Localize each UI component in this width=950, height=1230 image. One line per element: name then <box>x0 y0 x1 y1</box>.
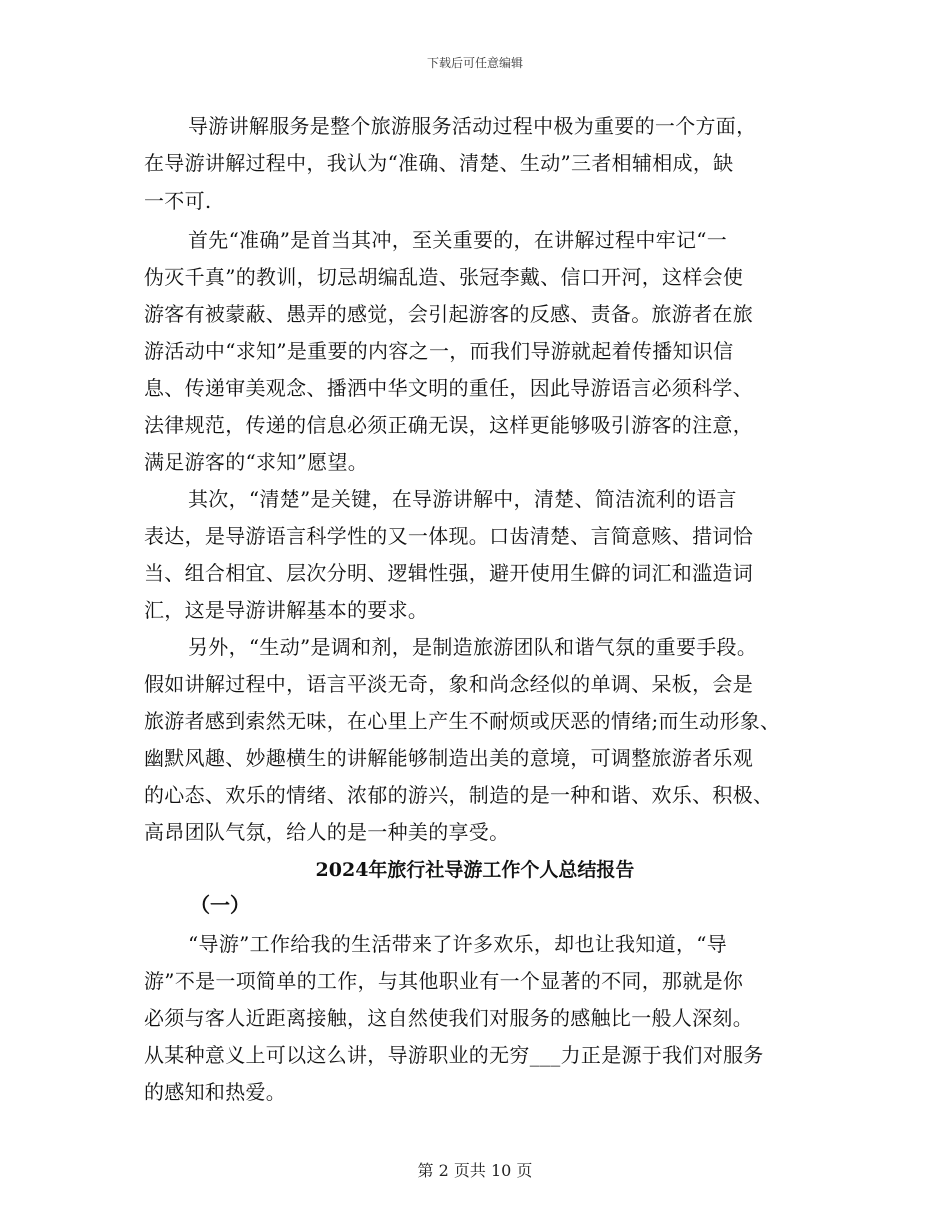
paragraph-4-line-5: 的心态、欢乐的情绪、浓郁的游兴，制造的是一种和谐、欢乐、积极、 <box>144 783 774 807</box>
paragraph-4-line-4: 幽默风趣、妙趣横生的讲解能够制造出美的意境，可调整旅游者乐观 <box>144 746 753 770</box>
paragraph-3-line-2: 表达，是导游语言科学性的又一体现。口齿清楚、言简意赅、措词恰 <box>144 524 753 548</box>
section-paragraph-line-3: 必须与客人近距离接触，这自然使我们对服务的感触比一般人深刻。 <box>144 1006 753 1030</box>
section-paragraph-line-2: 游”不是一项简单的工作，与其他职业有一个显著的不同，那就是你 <box>144 969 744 993</box>
section-title: 2024年旅行社导游工作个人总结报告 <box>315 859 635 881</box>
paragraph-3-line-3: 当、组合相宜、层次分明、逻辑性强，避开使用生僻的词汇和滥造词 <box>144 561 753 585</box>
paragraph-4-line-2: 假如讲解过程中，语言平淡无奇，象和尚念经似的单调、呆板，会是 <box>144 672 753 696</box>
paragraph-2-line-5: 息、传递审美观念、播洒中华文明的重任，因此导游语言必须科学、 <box>144 376 753 400</box>
section-paragraph-line-1: “导游”工作给我的生活带来了许多欢乐，却也让我知道，“导 <box>188 932 728 956</box>
paragraph-2-line-4: 游活动中“求知”是重要的内容之一，而我们导游就起着传播知识信 <box>144 339 734 363</box>
paragraph-3-line-1: 其次，“清楚”是关键，在导游讲解中，清楚、简洁流利的语言 <box>188 487 737 511</box>
paragraph-2-line-6: 法律规范，传递的信息必须正确无误，这样更能够吸引游客的注意， <box>144 413 753 437</box>
paragraph-1-line-2: 在导游讲解过程中，我认为“准确、清楚、生动”三者相辅相成，缺 <box>144 151 734 175</box>
paragraph-2-line-1: 首先“准确”是首当其冲，至关重要的，在讲解过程中牢记“一 <box>188 228 728 252</box>
paragraph-4-line-6: 高昂团队气氛，给人的是一种美的享受。 <box>144 820 510 844</box>
paragraph-3-line-4: 汇，这是导游讲解基本的要求。 <box>144 598 429 622</box>
paragraph-1-line-1: 导游讲解服务是整个旅游服务活动过程中极为重要的一个方面， <box>188 114 757 138</box>
paragraph-2-line-7: 满足游客的“求知”愿望。 <box>144 450 369 474</box>
page-footer: 第 2 页共 10 页 <box>417 1161 533 1180</box>
page-header: 下载后可任意编辑 <box>426 56 523 70</box>
paragraph-4-line-1: 另外，“生动”是调和剂，是制造旅游团队和谐气氛的重要手段。 <box>188 635 758 659</box>
section-paragraph-line-4: 从某种意义上可以这么讲，导游职业的无穷___力正是源于我们对服务 <box>144 1043 764 1067</box>
section-subtitle: （一） <box>190 893 250 917</box>
section-paragraph-line-5: 的感知和热爱。 <box>144 1080 287 1104</box>
paragraph-4-line-3: 旅游者感到索然无味，在心里上产生不耐烦或厌恶的情绪;而生动形象、 <box>144 709 781 733</box>
paragraph-2-line-2: 伪灭千真”的教训，切忌胡编乱造、张冠李戴、信口开河，这样会使 <box>144 265 744 289</box>
paragraph-2-line-3: 游客有被蒙蔽、愚弄的感觉，会引起游客的反感、责备。旅游者在旅 <box>144 302 753 326</box>
paragraph-1-line-3: 一不可. <box>144 189 212 213</box>
